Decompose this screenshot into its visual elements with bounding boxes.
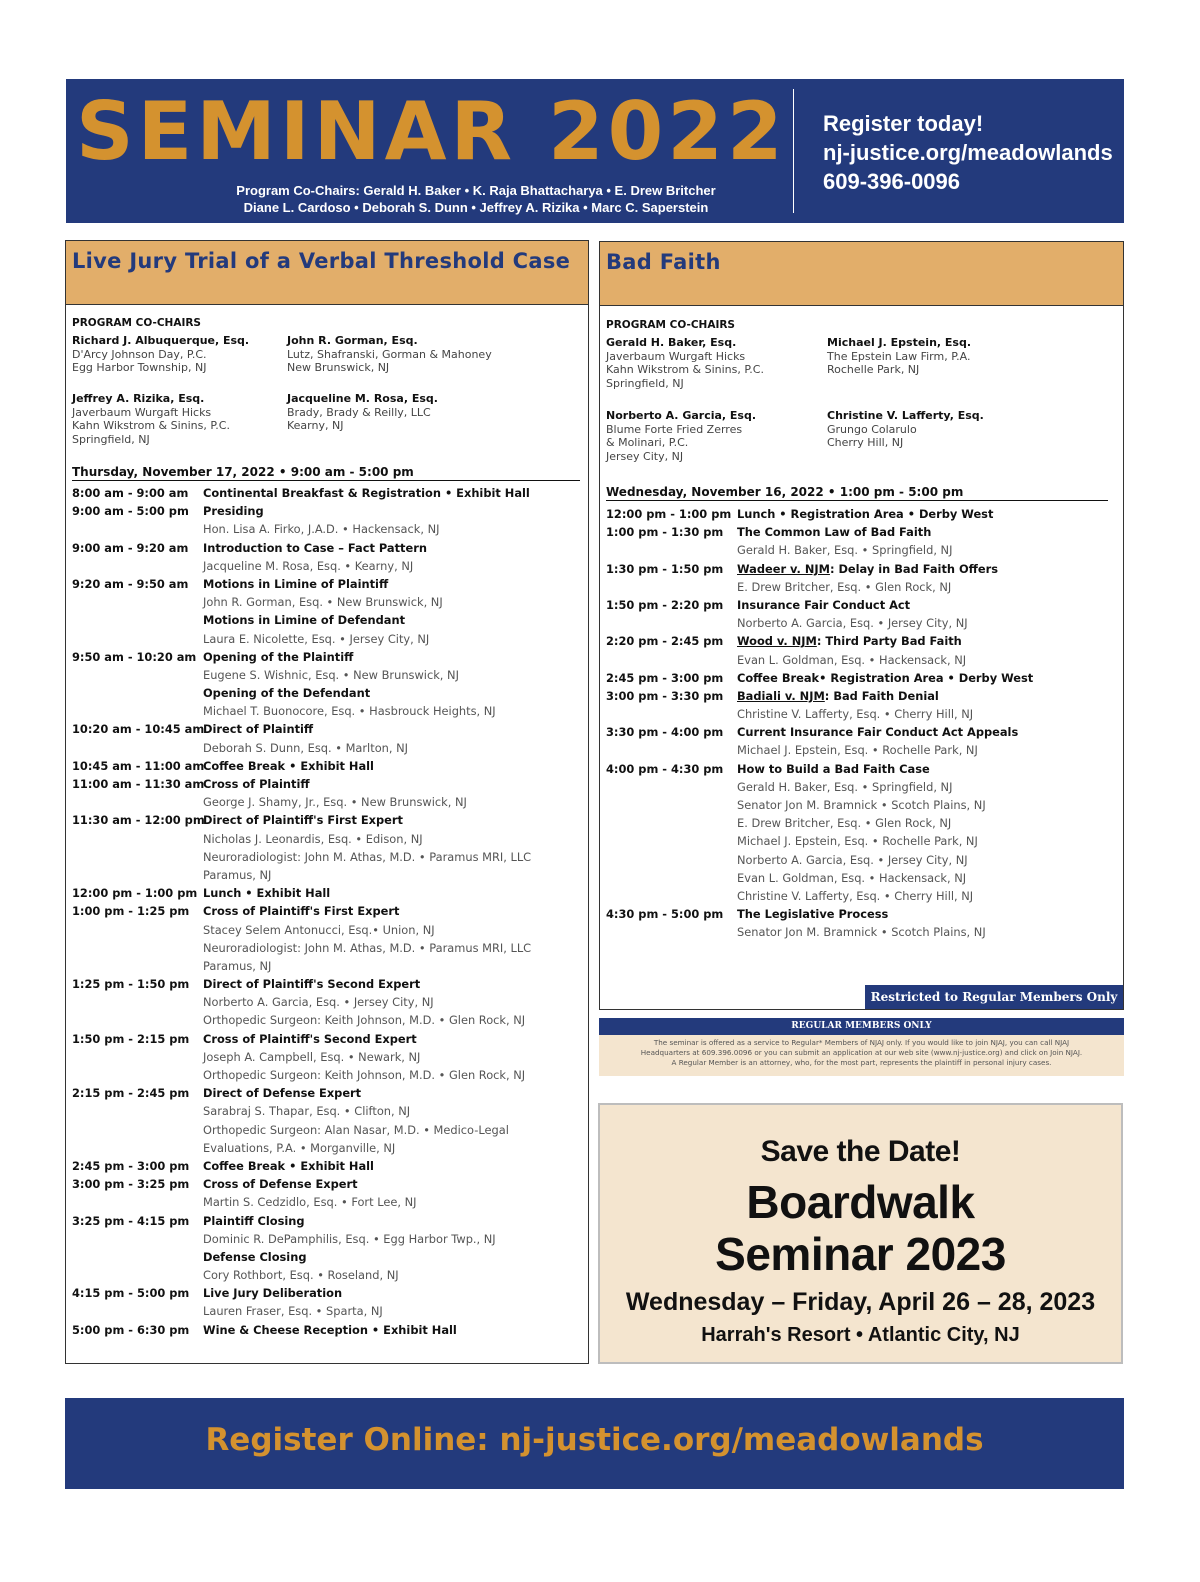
cochair-detail: D'Arcy Johnson Day, P.C.: [72, 347, 207, 361]
save-date-dates: Wednesday – Friday, April 26 – 28, 2023: [625, 1288, 1096, 1316]
session-time: 12:00 pm - 1:00 pm: [606, 507, 732, 521]
session-title: [203, 1030, 417, 1048]
header-cochairs-line2: Diane L. Cardoso • Deborah S. Dunn • Jeffrey A. Rizika • Marc C. Saperstein: [243, 200, 709, 215]
session-label: Coffee Break • Exhibit Hall: [203, 1158, 374, 1173]
speaker: Orthopedic Surgeon: Keith Johnson, M.D. • Glen Rock, NJ: [203, 1068, 526, 1082]
cochair-name: Gerald H. Baker, Esq.: [606, 336, 737, 349]
session-time: 11:30 am - 12:00 pm: [72, 813, 205, 828]
session-label: How to Build a Bad Faith Case: [737, 761, 930, 776]
cochair-detail: Javerbaum Wurgaft Hicks: [606, 349, 746, 363]
session-title: [737, 560, 998, 578]
schedule-row: [72, 502, 582, 520]
speaker-row: [606, 705, 1116, 723]
right-schedule: [606, 505, 1116, 942]
schedule-row: [606, 632, 1116, 650]
speaker: Orthopedic Surgeon: Alan Nasar, M.D. • Medico-Legal: [203, 1122, 509, 1137]
schedule-row: [72, 484, 582, 502]
session-title: [203, 775, 310, 793]
right-day-heading: Wednesday, November 16, 2022 • 1:00 pm - 5:00 pm: [606, 485, 1108, 501]
schedule-row: [72, 539, 582, 557]
regular-members-notice: [599, 1018, 1124, 1076]
speaker-row: [606, 923, 1116, 941]
schedule-row: [606, 596, 1116, 614]
speaker-row: [606, 887, 1116, 905]
session-label: Cross of Plaintiff's First Expert: [203, 904, 400, 919]
session-title: [203, 611, 405, 629]
speaker: Michael J. Epstein, Esq. • Rochelle Park, NJ: [737, 834, 978, 849]
speaker: Christine V. Lafferty, Esq. • Cherry Hill, NJ: [737, 888, 974, 903]
schedule-row: [606, 505, 1116, 523]
speaker: Jacqueline M. Rosa, Esq. • Kearny, NJ: [203, 558, 414, 573]
session-time: 1:50 pm - 2:20 pm: [606, 597, 724, 612]
speaker: E. Drew Britcher, Esq. • Glen Rock, NJ: [737, 579, 952, 594]
cochair-entry: [827, 336, 971, 377]
speaker: Evan L. Goldman, Esq. • Hackensack, NJ: [737, 870, 967, 885]
speaker-row: [72, 666, 582, 684]
speaker: Joseph A. Campbell, Esq. • Newark, NJ: [203, 1049, 421, 1064]
cochair-entry: [287, 334, 492, 375]
save-date-event-line2: Seminar 2023: [715, 1228, 1006, 1280]
cochair-entry: [606, 409, 756, 463]
session-title: [203, 502, 264, 520]
members-line1: The seminar is offered as a service to Regular* Members of NJAJ only. If you would like to join NJAJ, you can call NJAJ: [653, 1038, 1070, 1047]
cochair-name: Richard J. Albuquerque, Esq.: [72, 334, 250, 347]
session-label: Coffee Break • Exhibit Hall: [203, 758, 374, 773]
cochair-entry: [606, 336, 764, 390]
session-label: : Bad Faith Denial: [824, 688, 939, 703]
cochair-entry: [287, 392, 438, 433]
speaker-row: [72, 1302, 582, 1320]
session-title: [203, 1284, 342, 1302]
session-label: : Third Party Bad Faith: [816, 634, 962, 649]
session-label: Cross of Plaintiff: [203, 777, 310, 791]
speaker-row: [72, 739, 582, 757]
session-title: [203, 720, 313, 738]
speaker-row: [606, 614, 1116, 632]
cochair-name: Norberto A. Garcia, Esq.: [606, 409, 757, 422]
header-cochairs-line1: Program Co-Chairs: Gerald H. Baker • K. Raja Bhattacharya • E. Drew Britcher: [236, 183, 716, 198]
case-name: Badiali v. NJM: [737, 688, 825, 703]
speaker: Laura E. Nicolette, Esq. • Jersey City, NJ: [203, 631, 430, 646]
speaker: Senator Jon M. Bramnick • Scotch Plains, NJ: [737, 798, 986, 812]
session-time: 1:00 pm - 1:25 pm: [72, 904, 190, 919]
speaker: Sarabraj S. Thapar, Esq. • Clifton, NJ: [203, 1104, 411, 1119]
register-url-link[interactable]: nj-justice.org/meadowlands: [823, 140, 1113, 165]
cochair-detail: Brady, Brady & Reilly, LLC: [287, 405, 431, 419]
speaker-row: [72, 1230, 582, 1248]
restricted-badge: Restricted to Regular Members Only: [865, 985, 1123, 1009]
session-time: 4:30 pm - 5:00 pm: [606, 907, 724, 922]
session-time: 9:20 am - 9:50 am: [72, 576, 189, 591]
cochair-detail: Springfield, NJ: [72, 432, 150, 446]
speaker: Christine V. Lafferty, Esq. • Cherry Hill, NJ: [737, 707, 974, 722]
speaker: Nicholas J. Leonardis, Esq. • Edison, NJ: [203, 831, 423, 846]
session-time: 4:00 pm - 4:30 pm: [606, 761, 724, 776]
speaker: Lauren Fraser, Esq. • Sparta, NJ: [203, 1304, 383, 1319]
cochair-detail: Kahn Wikstrom & Sinins, P.C.: [606, 363, 764, 376]
session-label: Presiding: [203, 504, 264, 519]
schedule-row: [72, 1157, 582, 1175]
session-title: [203, 1248, 306, 1266]
speaker-row: [606, 832, 1116, 850]
session-title: [203, 1157, 374, 1175]
schedule-row: [72, 975, 582, 993]
session-title: [737, 505, 993, 523]
register-today: Register today!: [823, 111, 984, 136]
save-the-date-box: [598, 1103, 1123, 1364]
schedule-row: [606, 905, 1116, 923]
cochair-detail: Grungo Colarulo: [827, 422, 917, 436]
schedule-row: [72, 720, 582, 738]
speaker: Martin S. Cedzidlo, Esq. • Fort Lee, NJ: [203, 1195, 417, 1210]
bad-faith-program: [599, 241, 1124, 1010]
session-time: 2:45 pm - 3:00 pm: [72, 1158, 190, 1173]
session-time: 10:20 am - 10:45 am: [72, 722, 205, 737]
cochair-detail: New Brunswick, NJ: [287, 361, 390, 374]
speaker-row: [72, 1121, 582, 1139]
cochair-detail: Kahn Wikstrom & Sinins, P.C.: [72, 419, 230, 432]
session-title: [203, 902, 399, 920]
schedule-row: [72, 884, 582, 902]
speaker: George J. Shamy, Jr., Esq. • New Brunswick, NJ: [203, 795, 467, 810]
speaker-row: [606, 541, 1116, 559]
cochair-name: Jeffrey A. Rizika, Esq.: [72, 392, 205, 405]
session-title: [203, 757, 374, 775]
session-title: [737, 687, 939, 705]
schedule-row: [72, 1084, 582, 1102]
schedule-row: [72, 1030, 582, 1048]
session-label: Coffee Break• Registration Area • Derby West: [737, 670, 1034, 685]
save-date-location: Harrah's Resort • Atlantic City, NJ: [701, 1324, 1020, 1346]
session-time: 3:30 pm - 4:00 pm: [606, 725, 724, 740]
session-label: Continental Breakfast & Registration • Exhibit Hall: [203, 486, 530, 500]
session-label: Live Jury Deliberation: [203, 1286, 343, 1301]
register-block: [823, 109, 1113, 196]
session-label: Introduction to Case – Fact Pattern: [203, 540, 427, 555]
schedule-row: [72, 1321, 582, 1339]
speaker: Paramus, NJ: [203, 958, 272, 973]
session-label: The Common Law of Bad Faith: [737, 525, 932, 540]
speaker: Michael T. Buonocore, Esq. • Hasbrouck Heights, NJ: [203, 704, 496, 719]
right-program-title: Bad Faith: [600, 242, 1123, 306]
verbal-threshold-program: [65, 240, 589, 1364]
session-label: Opening of the Defendant: [203, 686, 371, 701]
session-label: Defense Closing: [203, 1249, 307, 1264]
session-label: The Legislative Process: [737, 907, 889, 922]
session-label: Insurance Fair Conduct Act: [737, 597, 911, 612]
speaker-row: [606, 869, 1116, 887]
speaker-row: [606, 741, 1116, 759]
speaker-row: [72, 939, 582, 957]
cochair-detail: Blume Forte Fried Zerres: [606, 422, 743, 436]
session-time: 8:00 am - 9:00 am: [72, 486, 189, 500]
schedule-row: [72, 811, 582, 829]
speaker-row: [72, 1011, 582, 1029]
speaker-row: [606, 851, 1116, 869]
session-title: [203, 1175, 358, 1193]
speaker-row: [606, 651, 1116, 669]
session-time: 3:00 pm - 3:30 pm: [606, 688, 724, 703]
speaker: Neuroradiologist: John M. Athas, M.D. • Paramus MRI, LLC: [203, 940, 532, 955]
register-online-link[interactable]: Register Online: nj-justice.org/meadowlands: [205, 1422, 984, 1458]
schedule-row: [606, 723, 1116, 741]
cochair-detail: & Molinari, P.C.: [606, 436, 689, 449]
speaker-row: [72, 593, 582, 611]
speaker-row: [72, 793, 582, 811]
session-title: [737, 632, 962, 650]
session-time: 1:30 pm - 1:50 pm: [606, 561, 724, 576]
speaker-row: [606, 778, 1116, 796]
session-title: [203, 1212, 305, 1230]
session-label: Motions in Limine of Plaintiff: [203, 576, 389, 591]
speaker-row: [72, 1266, 582, 1284]
members-heading: REGULAR MEMBERS ONLY: [599, 1018, 1124, 1035]
cochair-detail: Rochelle Park, NJ: [827, 363, 920, 376]
session-label: Plaintiff Closing: [203, 1213, 305, 1228]
cochair-detail: The Epstein Law Firm, P.A.: [827, 349, 971, 363]
session-label: Motions in Limine of Defendant: [203, 613, 406, 628]
schedule-row: [606, 687, 1116, 705]
session-label: : Delay in Bad Faith Offers: [829, 561, 998, 576]
session-title: [737, 523, 931, 541]
speaker-row: [72, 1048, 582, 1066]
session-title: [203, 575, 388, 593]
speaker: Paramus, NJ: [203, 867, 272, 882]
session-title: [737, 760, 930, 778]
session-time: 2:15 pm - 2:45 pm: [72, 1086, 190, 1101]
cochair-entry: [827, 409, 984, 450]
case-name: Wood v. NJM: [737, 634, 817, 649]
session-label: Direct of Plaintiff's First Expert: [203, 813, 403, 828]
speaker: Deborah S. Dunn, Esq. • Marlton, NJ: [203, 740, 408, 755]
schedule-row: [72, 648, 582, 666]
session-label: Opening of the Plaintiff: [203, 649, 354, 664]
speaker: Gerald H. Baker, Esq. • Springfield, NJ: [737, 779, 953, 794]
session-title: [737, 669, 1033, 687]
case-name: Wadeer v. NJM: [737, 561, 830, 576]
schedule-row: [606, 560, 1116, 578]
seminar-title: SEMINAR 2022: [76, 85, 787, 178]
speaker-row: [72, 702, 582, 720]
session-time: 10:45 am - 11:00 am: [72, 758, 205, 773]
speaker-row: [72, 1102, 582, 1120]
cochair-detail: Kearny, NJ: [287, 419, 344, 432]
speaker: Eugene S. Wishnic, Esq. • New Brunswick, NJ: [203, 667, 459, 682]
session-label: Direct of Plaintiff's Second Expert: [203, 977, 421, 992]
schedule-row: [72, 757, 582, 775]
session-time: 9:00 am - 9:20 am: [72, 540, 189, 555]
schedule-row: [72, 1248, 582, 1266]
speaker: Norberto A. Garcia, Esq. • Jersey City, NJ: [737, 852, 968, 867]
schedule-row: [606, 669, 1116, 687]
schedule-row: [72, 575, 582, 593]
speaker-row: [606, 796, 1116, 814]
session-label: Direct of Plaintiff: [203, 722, 314, 737]
session-time: 1:00 pm - 1:30 pm: [606, 525, 724, 540]
schedule-row: [606, 523, 1116, 541]
speaker-row: [72, 830, 582, 848]
session-title: [203, 539, 427, 557]
cochair-detail: Jersey City, NJ: [606, 449, 684, 463]
members-line3: A Regular Member is an attorney, who, for the most part, represents the plaintiff in personal injury cases.: [671, 1058, 1052, 1067]
session-title: [203, 975, 420, 993]
right-cochairs-label: PROGRAM CO-CHAIRS: [606, 319, 735, 331]
session-time: 9:00 am - 5:00 pm: [72, 504, 189, 519]
speaker-row: [72, 557, 582, 575]
speaker: Norberto A. Garcia, Esq. • Jersey City, NJ: [737, 616, 968, 631]
cochair-entry: [72, 392, 230, 446]
cochair-name: Michael J. Epstein, Esq.: [827, 336, 972, 349]
speaker-row: [72, 520, 582, 538]
schedule-row: [72, 775, 582, 793]
speaker: John R. Gorman, Esq. • New Brunswick, NJ: [203, 595, 443, 610]
cochair-detail: Cherry Hill, NJ: [827, 436, 904, 449]
session-time: 2:45 pm - 3:00 pm: [606, 670, 724, 685]
speaker-row: [72, 957, 582, 975]
session-label: Cross of Plaintiff's Second Expert: [203, 1031, 417, 1046]
cochair-name: Jacqueline M. Rosa, Esq.: [287, 392, 438, 405]
session-time: 1:50 pm - 2:15 pm: [72, 1031, 190, 1046]
speaker: Evan L. Goldman, Esq. • Hackensack, NJ: [737, 652, 967, 667]
session-time: 5:00 pm - 6:30 pm: [72, 1322, 190, 1337]
schedule-row: [72, 902, 582, 920]
session-time: 2:20 pm - 2:45 pm: [606, 634, 724, 649]
cochair-entry: [72, 334, 249, 375]
session-title: [203, 811, 403, 829]
session-time: 12:00 pm - 1:00 pm: [72, 886, 198, 901]
cochair-detail: Egg Harbor Township, NJ: [72, 361, 207, 374]
session-time: 3:00 pm - 3:25 pm: [72, 1177, 190, 1192]
speaker: Evaluations, P.A. • Morganville, NJ: [203, 1140, 396, 1155]
speaker-row: [72, 1139, 582, 1157]
speaker-row: [72, 993, 582, 1011]
session-title: [737, 596, 910, 614]
members-line2: Headquarters at 609.396.0096 or you can submit an application at our web site (www.nj-justice.org) and click on Join NJAJ.: [640, 1048, 1083, 1057]
speaker: Cory Rothbort, Esq. • Roseland, NJ: [203, 1268, 399, 1283]
schedule-row: [72, 1284, 582, 1302]
speaker-row: [72, 1193, 582, 1211]
schedule-row: [72, 684, 582, 702]
cochair-name: Christine V. Lafferty, Esq.: [827, 409, 984, 422]
session-time: 3:25 pm - 4:15 pm: [72, 1213, 190, 1228]
register-online-footer: [65, 1398, 1124, 1489]
session-label: Wine & Cheese Reception • Exhibit Hall: [203, 1322, 457, 1337]
session-label: Current Insurance Fair Conduct Act Appeals: [737, 725, 1019, 740]
speaker: Senator Jon M. Bramnick • Scotch Plains, NJ: [737, 925, 986, 940]
speaker: Norberto A. Garcia, Esq. • Jersey City, NJ: [203, 995, 434, 1010]
members-text: [599, 1035, 1124, 1068]
seminar-header: [66, 79, 1124, 223]
schedule-row: [72, 611, 582, 629]
session-label: Lunch • Registration Area • Derby West: [737, 507, 994, 521]
session-title: [203, 484, 530, 502]
cochair-name: John R. Gorman, Esq.: [287, 334, 418, 347]
schedule-row: [72, 1175, 582, 1193]
session-title: [203, 648, 353, 666]
session-title: [203, 1084, 361, 1102]
speaker: Orthopedic Surgeon: Keith Johnson, M.D. • Glen Rock, NJ: [203, 1013, 526, 1028]
session-title: [737, 905, 888, 923]
session-title: [203, 884, 330, 902]
cochair-detail: Springfield, NJ: [606, 376, 684, 390]
session-label: Direct of Defense Expert: [203, 1086, 362, 1101]
speaker-row: [606, 578, 1116, 596]
header-divider: [793, 89, 794, 213]
speaker: Gerald H. Baker, Esq. • Springfield, NJ: [737, 543, 953, 558]
speaker: Stacey Selem Antonucci, Esq.• Union, NJ: [203, 922, 435, 937]
speaker-row: [72, 921, 582, 939]
speaker-row: [72, 630, 582, 648]
speaker: E. Drew Britcher, Esq. • Glen Rock, NJ: [737, 816, 952, 831]
session-title: [737, 723, 1018, 741]
session-label: Lunch • Exhibit Hall: [203, 886, 331, 901]
save-date-event-line1: Boardwalk: [746, 1176, 975, 1228]
speaker-row: [72, 1066, 582, 1084]
speaker: Hon. Lisa A. Firko, J.A.D. • Hackensack, NJ: [203, 522, 440, 537]
register-phone: 609-396-0096: [823, 169, 961, 194]
session-time: 4:15 pm - 5:00 pm: [72, 1286, 190, 1301]
cochair-detail: Javerbaum Wurgaft Hicks: [72, 405, 212, 419]
speaker: Neuroradiologist: John M. Athas, M.D. • Paramus MRI, LLC: [203, 849, 532, 864]
cochair-detail: Lutz, Shafranski, Gorman & Mahoney: [287, 347, 492, 361]
left-program-title: Live Jury Trial of a Verbal Threshold Case: [66, 241, 588, 305]
session-title: [203, 1321, 457, 1339]
session-time: 1:25 pm - 1:50 pm: [72, 977, 190, 992]
left-day-heading: Thursday, November 17, 2022 • 9:00 am - 5:00 pm: [72, 465, 580, 481]
left-schedule: [72, 484, 582, 1339]
speaker: Michael J. Epstein, Esq. • Rochelle Park, NJ: [737, 743, 978, 758]
speaker-row: [72, 848, 582, 866]
session-time: 11:00 am - 11:30 am: [72, 777, 205, 791]
schedule-row: [606, 760, 1116, 778]
left-cochairs-label: PROGRAM CO-CHAIRS: [72, 317, 201, 329]
header-cochairs: [146, 182, 806, 216]
schedule-row: [72, 1212, 582, 1230]
session-time: 9:50 am - 10:20 am: [72, 649, 197, 664]
speaker: Dominic R. DePamphilis, Esq. • Egg Harbor Twp., NJ: [203, 1231, 496, 1246]
session-label: Cross of Defense Expert: [203, 1177, 358, 1192]
speaker-row: [72, 866, 582, 884]
session-title: [203, 684, 370, 702]
save-date-heading: Save the Date!: [760, 1135, 961, 1168]
speaker-row: [606, 814, 1116, 832]
